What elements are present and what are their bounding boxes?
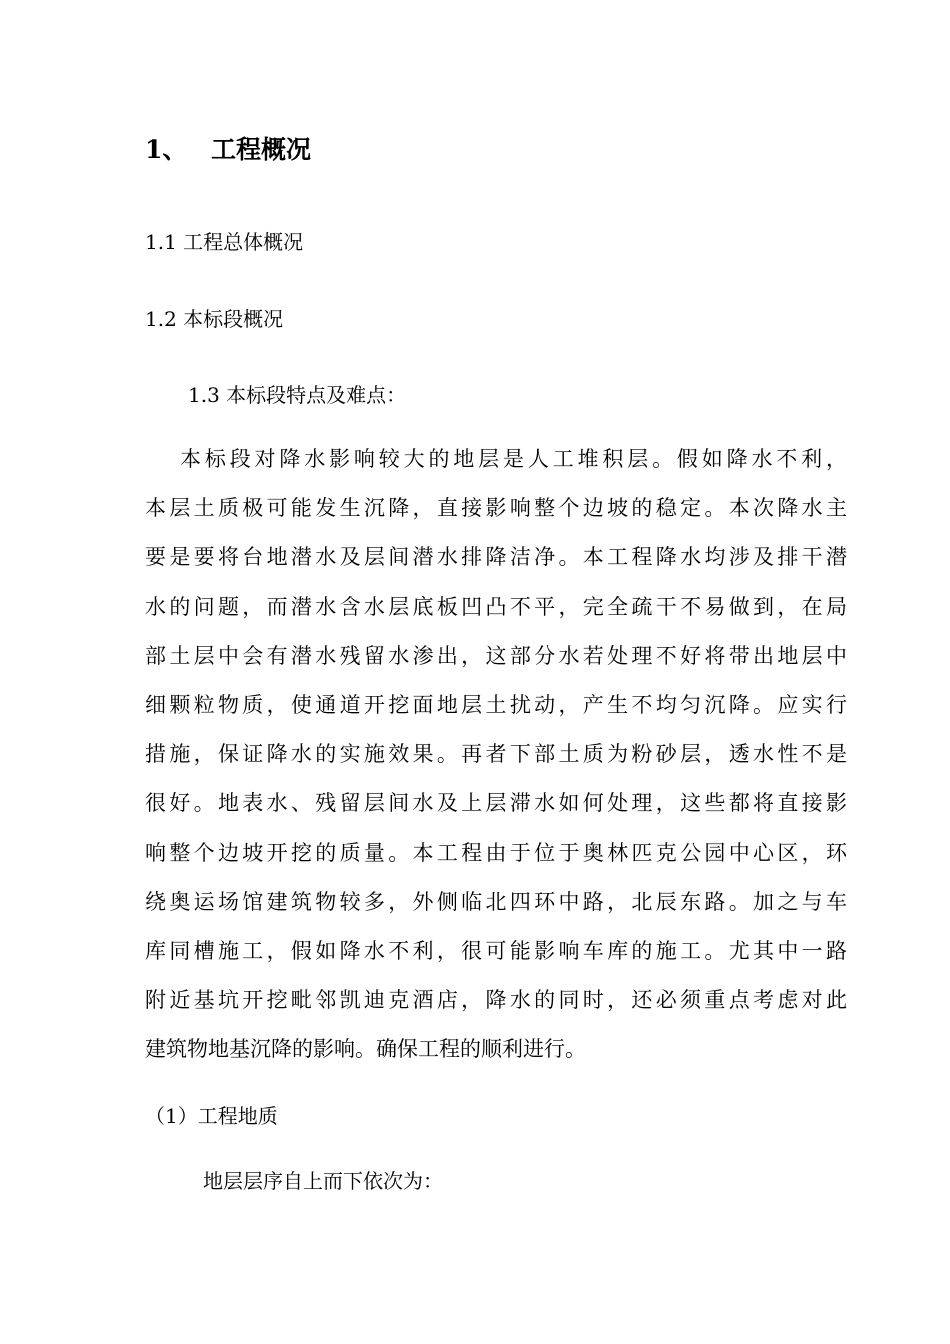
paragraph-line: 部土层中会有潜水残留水渗出，这部分水若处理不好将带出地层中: [145, 643, 847, 668]
paragraph-line: 本层土质极可能发生沉降，直接影响整个边坡的稳定。本次降水主: [145, 496, 847, 521]
paragraph-line: 水的问题，而潜水含水层底板凹凸不平，完全疏干不易做到，在局: [145, 594, 847, 619]
geology-intro: 地层层序自上而下依次为：: [203, 1169, 443, 1193]
paragraph-line: 建筑物地基沉降的影响。确保工程的顺利进行。: [145, 1037, 586, 1062]
chapter-number: 1、: [145, 135, 188, 164]
paragraph-line: 很好。地表水、残留层间水及上层滞水如何处理，这些都将直接影: [145, 791, 847, 816]
paragraph-line: 措施，保证降水的实施效果。再者下部土质为粉砂层，透水性不是: [145, 742, 847, 767]
section-heading-1-1: 1.1 工程总体概况: [145, 230, 304, 254]
paragraph-line: 要是要将台地潜水及层间潜水排降洁净。本工程降水均涉及排干潜: [145, 545, 847, 570]
paragraph-line: 附近基坑开挖毗邻凯迪克酒店，降水的同时，还必须重点考虑对此: [145, 988, 847, 1013]
section-heading-1-2: 1.2 本标段概况: [145, 307, 284, 331]
chapter-heading: [145, 130, 311, 170]
body-paragraph: [145, 435, 847, 1074]
chapter-title: 工程概况: [211, 135, 312, 164]
section-heading-1-3: 1.3 本标段特点及难点：: [188, 383, 407, 407]
paragraph-line: 绕奥运场馆建筑物较多，外侧临北四环中路，北辰东路。加之与车: [145, 889, 847, 914]
paragraph-line: 响整个边坡开挖的质量。本工程由于位于奥林匹克公园中心区，环: [145, 840, 847, 865]
paragraph-line: 本标段对降水影响较大的地层是人工堆积层。假如降水不利，: [180, 447, 847, 471]
geology-heading: （1）工程地质: [145, 1104, 278, 1128]
paragraph-line: 库同槽施工，假如降水不利，很可能影响车库的施工。尤其中一路: [145, 938, 847, 963]
paragraph-line: 细颗粒物质，使通道开挖面地层土扰动，产生不均匀沉降。应实行: [145, 692, 847, 717]
